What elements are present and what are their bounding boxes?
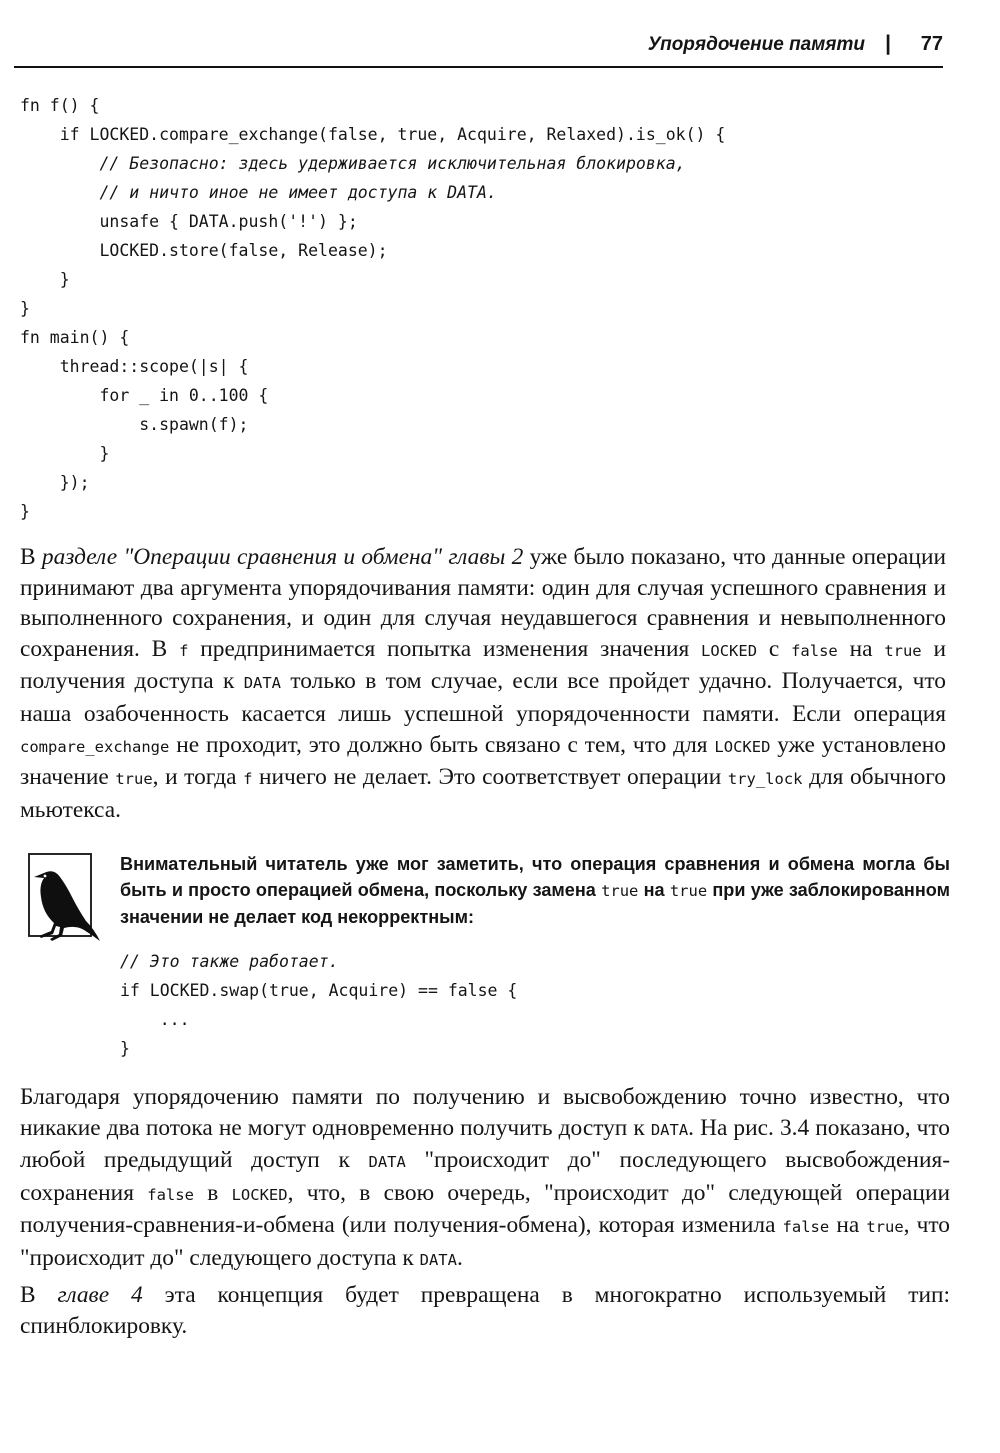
inline-code: true bbox=[601, 882, 639, 900]
code-line: } bbox=[20, 299, 30, 318]
code-line: LOCKED.store(false, Release); bbox=[20, 241, 388, 260]
inline-code: LOCKED bbox=[231, 1185, 288, 1204]
inline-code: true bbox=[884, 641, 922, 660]
code-line: } bbox=[20, 270, 70, 289]
inline-code: true bbox=[866, 1218, 904, 1237]
code-line: fn main() { bbox=[20, 328, 130, 347]
cross-reference: разделе "Операции сравнения и обмена" главы 2 bbox=[41, 544, 524, 570]
note-text: Внимательный читатель уже мог заметить, что операция сравнения и обмена могла бы быть и просто операцией обмена, поскольку замена true на true при уже заблокированном значении не делает код некорректным: bbox=[120, 854, 950, 927]
running-head-separator: | bbox=[885, 32, 891, 55]
inline-code: false bbox=[791, 641, 838, 660]
code-comment-line: // Это также работает. bbox=[120, 952, 339, 971]
code-line: fn f() { bbox=[20, 96, 100, 115]
inline-code: DATA bbox=[243, 674, 282, 693]
page-number: 77 bbox=[920, 33, 943, 55]
code-line: for _ in 0..100 { bbox=[20, 386, 269, 405]
inline-code: false bbox=[782, 1218, 830, 1237]
code-line: thread::scope(|s| { bbox=[20, 357, 249, 376]
code-comment-line: // Безопасно: здесь удерживается исключительная блокировка, bbox=[20, 154, 686, 173]
cross-reference: главе 4 bbox=[57, 1282, 143, 1308]
code-line: unsafe { DATA.push('!') }; bbox=[20, 212, 358, 231]
inline-code: try_lock bbox=[727, 770, 803, 789]
code-listing bbox=[20, 91, 725, 526]
code-line: } bbox=[20, 502, 30, 521]
code-line: s.spawn(f); bbox=[20, 415, 249, 434]
inline-code: DATA bbox=[419, 1250, 457, 1269]
code-line: ... bbox=[120, 1010, 190, 1029]
inline-code: true bbox=[115, 770, 153, 789]
code-line: }); bbox=[20, 473, 90, 492]
inline-code: f bbox=[179, 641, 189, 660]
inline-code: LOCKED bbox=[714, 737, 771, 756]
code-line: if LOCKED.swap(true, Acquire) == false { bbox=[120, 981, 518, 1000]
inline-code: LOCKED bbox=[701, 641, 758, 660]
inline-code: true bbox=[669, 882, 708, 900]
code-line: } bbox=[120, 1039, 130, 1058]
paragraph-compare-exchange: В разделе "Операции сравнения и обмена" главы 2 уже было показано, что данные операции принимают два аргумента упорядочивания памяти: один для случая успешного сравнения и выполненного сохранения, и один для случая неудавшегося сравнения и невыполненного сохранения. В f предпринимается попытка изменения значения LOCKED с false на true и получения доступа к DATA только в том случае, если все пройдет удачно. Получается, что наша озабоченность касается лишь успешной упорядоченности памяти. Если операция compare_exchange не проходит, это должно быть связано с тем, что для LOCKED уже установлено значение true, и тогда f ничего не делает. Это соответствует операции try_lock для обычного мьютекса. bbox=[20, 544, 946, 823]
code-line: if LOCKED.compare_exchange(false, true, Acquire, Relaxed).is_ok() { bbox=[20, 125, 726, 144]
crow-icon bbox=[28, 853, 102, 945]
inline-code: DATA bbox=[368, 1153, 406, 1172]
inline-code: DATA bbox=[650, 1120, 689, 1139]
code-comment-line: // и ничто иное не имеет доступа к DATA. bbox=[20, 183, 497, 202]
paragraph-chapter-4: В главе 4 эта концепция будет превращена в многократно используемый тип: спинблокировку. bbox=[20, 1282, 950, 1339]
note-code-listing bbox=[120, 947, 517, 1063]
paragraph-release-acquire: Благодаря упорядочению памяти по получению и высвобождению точно известно, что никакие два потока не могут одновременно получить доступ к DATA. На рис. 3.4 показано, что любой предыдущий доступ к DATA "происходит до" последующего высвобождения-сохранения false в LOCKED, что, в свою очередь, "происходит до" следующей операции получения-сравнения-и-обмена (или получения-обмена), которая изменила false на true, что "происходит до" следующего доступа к DATA. bbox=[20, 1084, 951, 1271]
inline-code: false bbox=[147, 1185, 194, 1204]
running-head bbox=[14, 28, 943, 68]
running-head-title: Упорядочение памяти bbox=[647, 34, 865, 55]
code-line: } bbox=[20, 444, 110, 463]
inline-code: f bbox=[243, 770, 253, 789]
inline-code: compare_exchange bbox=[20, 737, 170, 756]
